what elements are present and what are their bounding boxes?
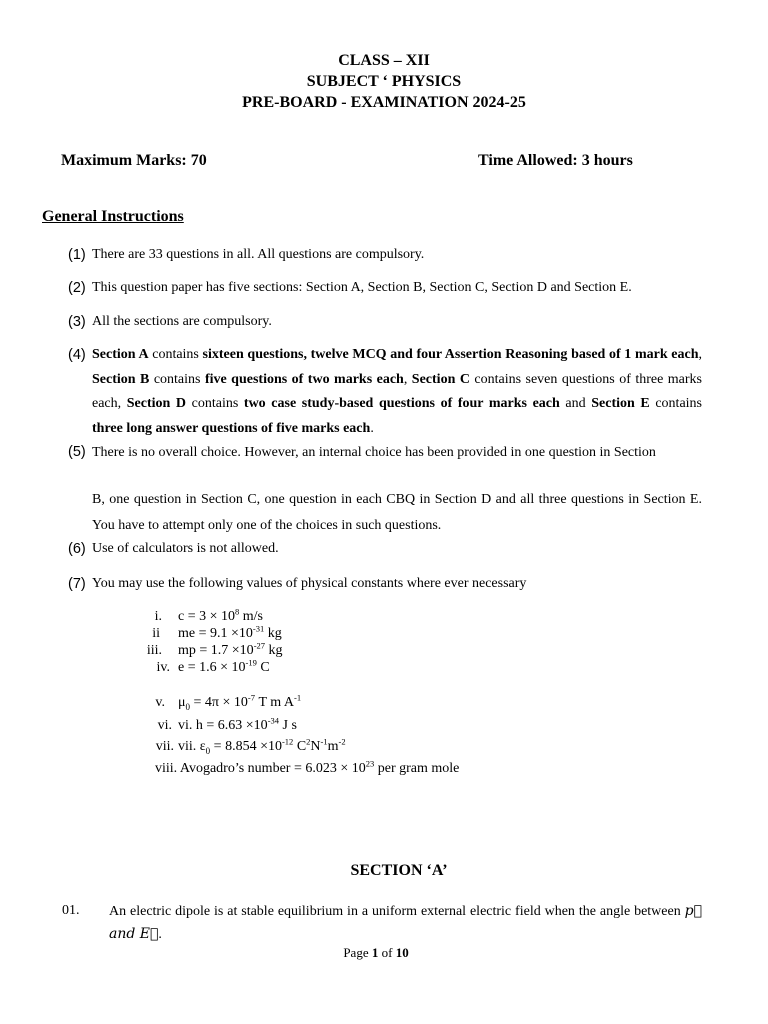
constant-avogadro [155,760,459,777]
superscript: -34 [267,715,280,726]
bold-text: five questions of two marks each [204,371,404,387]
text: vi. h = 6.63 ×10 [178,718,268,733]
superscript: -27 [253,640,266,651]
current-page: 1 [371,945,379,960]
constant-label: ii [152,626,160,641]
subject-heading: SUBJECT ‘ PHYSICS [306,73,462,90]
constants-list [0,608,768,788]
bold-text: Section C [411,371,470,387]
instruction-number: (3) [68,314,86,330]
text: m/s [239,609,263,624]
math-expression: p⃗ and E⃗ [109,903,702,942]
superscript: -7 [247,692,255,703]
instruction-number: (4) [68,347,86,363]
instruction-number: (1) [68,247,86,263]
subscript: 0 [205,745,211,756]
instruction-text [92,343,702,441]
text: contains [186,396,244,412]
constant-value [178,625,282,642]
text: , [698,347,703,362]
instruction-1 [68,243,702,268]
constant-value [178,694,301,711]
instruction-text: Use of calculators is not allowed. [92,541,279,556]
bold-text: Section E [591,396,650,412]
text: c = 3 × 10 [178,609,236,624]
bold-text: Section A [92,347,149,362]
instruction-text: There is no overall choice. However, an internal choice has been provided in one question in Section [92,445,656,460]
text: . [370,420,374,436]
time-allowed: Time Allowed: 3 hours [478,152,633,169]
instruction-2 [68,276,702,301]
instruction-number: (7) [68,576,86,592]
text: viii. Avogadro’s number = 6.023 × 10 [155,761,366,776]
superscript: 8 [235,606,240,617]
constant-value [178,642,283,659]
section-a-title: SECTION ‘A’ [350,862,448,879]
constant-label: v. [155,695,165,710]
text: C [256,660,270,675]
constant-label: i. [154,609,162,624]
instruction-3 [68,310,702,335]
text: of [378,945,396,960]
instruction-5 [68,443,702,462]
page-footer [0,945,752,961]
text: = 8.854 ×10 [210,739,282,754]
text: = 4π × 10 [190,695,248,710]
total-pages: 10 [395,945,409,960]
exam-heading: PRE-BOARD - EXAMINATION 2024-25 [242,94,526,111]
text: N [310,739,321,754]
superscript: 2 [306,736,311,747]
text: m [327,739,339,754]
question-text [109,900,702,946]
constant-value [178,608,263,625]
class-heading: CLASS – XII [338,52,430,69]
text: , [403,371,412,387]
text: contains seven questions of three marks each, [92,371,703,412]
superscript: -12 [281,736,294,747]
maximum-marks: Maximum Marks: 70 [61,152,207,169]
instruction-text: You may use the following values of physical constants where ever necessary [92,576,527,591]
instruction-6 [68,537,702,562]
text: An electric dipole is at stable equilibrium in a uniform external electric field when the angle between [109,904,685,919]
instruction-text: There are 33 questions in all. All questions are compulsory. [92,247,425,262]
text: C [293,739,307,754]
constant-value [178,659,270,676]
constant-label: vi. [157,718,172,733]
general-instructions-title: General Instructions [42,208,184,225]
superscript: -1 [320,736,328,747]
bold-text: Section B [92,371,150,387]
instruction-text: All the sections are compulsory. [92,314,272,329]
question-1 [62,900,702,946]
text: T m A [254,695,294,710]
text: per gram mole [374,761,460,776]
instruction-4 [68,343,702,441]
constant-label: vii. [155,739,174,754]
text: kg [264,626,282,641]
superscript: -2 [338,736,346,747]
superscript: -31 [252,623,265,634]
bold-text: sixteen questions, twelve MCQ and four Assertion Reasoning based of 1 mark each [202,347,699,362]
instruction-number: (2) [68,280,86,296]
text: J s [279,718,297,733]
question-number: 01. [62,903,80,918]
text: contains [649,396,702,412]
instruction-7 [68,572,702,597]
instruction-text: B, one question in Section C, one question in each CBQ in Section D and all three questions in Section E. You have to attempt only one of the choices in such questions. [92,492,702,533]
superscript: -1 [294,692,302,703]
text: μ [178,695,186,710]
text: e = 1.6 × 10 [178,660,246,675]
text: mp = 1.7 ×10 [178,643,254,658]
instruction-number: (5) [68,444,86,460]
constant-value [178,738,346,755]
subscript: 0 [185,701,191,712]
text: Page [343,945,372,960]
constant-label: iv. [156,660,170,675]
text: vii. ε [178,739,206,754]
text: contains [148,347,203,362]
instruction-text: This question paper has five sections: Section A, Section B, Section C, Section D and Section E. [92,280,632,295]
constant-value [178,717,297,734]
superscript: 23 [365,758,375,769]
superscript: -19 [245,657,257,668]
text: kg [265,643,283,658]
instruction-5-continued [68,487,702,539]
text: contains [149,371,205,387]
bold-text: two case study-based questions of four marks each [243,396,560,412]
text: and [559,396,592,412]
constant-label: iii. [146,643,162,658]
bold-text: Section D [126,396,187,412]
instruction-number: (6) [68,541,86,557]
text: . [158,927,162,942]
bold-text: three long answer questions of five marks each [92,420,371,436]
text: me = 9.1 ×10 [178,626,253,641]
